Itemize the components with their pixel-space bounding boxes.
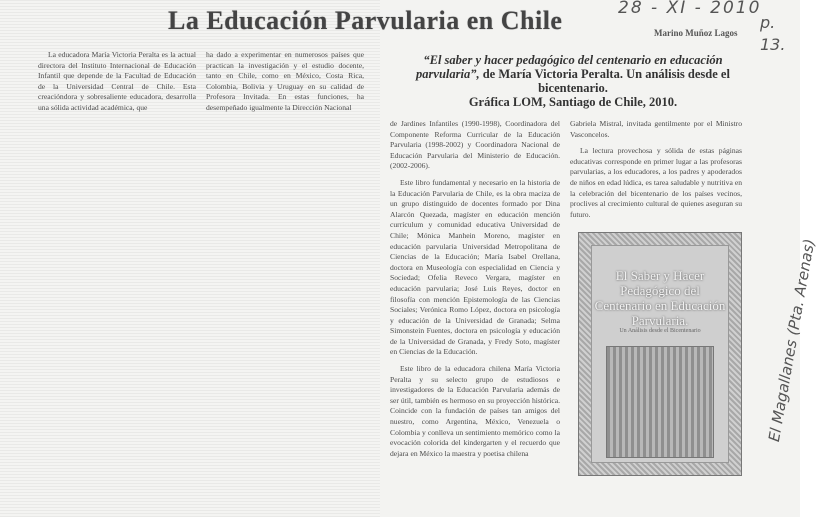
- column-3-para-1: de Jardines Infantiles (1990-1998), Coordinadora del Componente Reforma Curricular de la Educación Parvularia (1998-2002) y Coordinadora Nacional de Educación Parvularia del Ministerio de Educación. (2002-2006).: [390, 119, 560, 171]
- book-title-line1: “El saber y hacer pedagógico del centenario en educación: [423, 53, 723, 67]
- book-reference: [393, 53, 753, 109]
- column-4-para-1: Gabriela Mistral, invitada gentilmente por el Ministro Vasconcelos.: [570, 119, 742, 139]
- handwritten-source: El Magallanes (Pta. Arenas): [765, 237, 818, 444]
- column-1-text: La educadora María Victoria Peralta es la actual directora del Instituto Internacional de Educación Infantil que depende de la Facultad de Educación de la Universidad Central de Chile. Esta creacióndora y sobresaliente educadora, desarrolla una sólida actividad académica, que: [38, 50, 196, 112]
- column-2-text: ha dado a experimentar en numerosos países que practican la investigación y el estudio docente, tanto en Chile, como en México, Costa Rica, Colombia, Bolivia y Uruguay en su calidad de Profesora Invitada. En estas funciones, ha desempeñado igualmente la Dirección Nacional: [206, 50, 364, 112]
- book-cover-illustration: [606, 346, 714, 458]
- book-title-rest: de María Victoria Peralta. Un análisis desde el bicentenario.: [482, 67, 730, 95]
- book-cover-title: El Saber y Hacer Pedagógico del Centenario en Educación Parvularia.: [594, 268, 726, 328]
- book-title-line2: parvularia”,: [416, 67, 480, 81]
- handwritten-page: p. 13.: [760, 13, 786, 54]
- book-publisher: Gráfica LOM, Santiago de Chile, 2010.: [468, 95, 678, 109]
- article-title: La Educación Parvularia en Chile: [168, 6, 563, 35]
- book-cover-panel: [591, 245, 729, 463]
- book-cover-subtitle: Un Análisis desde el Bicentenario: [619, 328, 701, 334]
- column-2: [206, 50, 364, 120]
- column-3: [390, 119, 560, 465]
- column-4: [570, 119, 742, 226]
- column-3-para-2: Este libro fundamental y necesario en la historia de la Educación Parvularia de Chile, es la obra maciza de un grupo distinguido de docentes formado por Dina Alarcón Quezada, magíster en educación mención currículum y comunidad educativa Universidad de Chile; Mónica Manhein Moreno, magíster en educación parvularia Universidad Metropolitana de Ciencias de la Educación; María Isabel Orellana, doctora en Museología con especialidad en Ciencia y Sociedad; Ofelia Reveco Vergara, magíster en educación parvularia; José Luis Reyes, doctor en filosofía con mención Epistemología de las Ciencias Sociales; Verónica Romo López, doctora en psicología y educación de la Universidad de Granada; Selma Simonstein Fuentes, doctora en psicología y educación de la Universidad de Granada, y Fredy Soto, magíster en Ciencias de la Educación.: [390, 177, 560, 357]
- book-cover-image: [578, 232, 742, 476]
- handwritten-date: 28 - XI - 2010: [618, 0, 762, 18]
- column-1: [38, 50, 196, 120]
- column-4-para-2: La lectura provechosa y sólida de estas páginas educativas corresponde en primer lugar a las profesoras parvularias, a los educadores, a los padres y apoderados de niños en edad lúdica, es tarea saludable y nutritiva en la celebración del bicentenario de los países vecinos, proclives al crecimiento cultural de quienes aseguran su futuro.: [570, 146, 742, 219]
- article-author: Marino Muñoz Lagos: [654, 28, 738, 38]
- column-3-para-3: Este libro de la educadora chilena María Victoria Peralta y su selecto grupo de estudiosos e investigadores de la Educación Parvularia además de ser útil, también es hermoso en su proyección histórica. Coincide con la fundación de países tan amigos del nuestro, como Argentina, México, Venezuela o Colombia y conlleva un sentimiento memórico como la evocación colorida del kindergarten y el recuerdo que dejara en México la maestra y poetisa chilena: [390, 364, 560, 458]
